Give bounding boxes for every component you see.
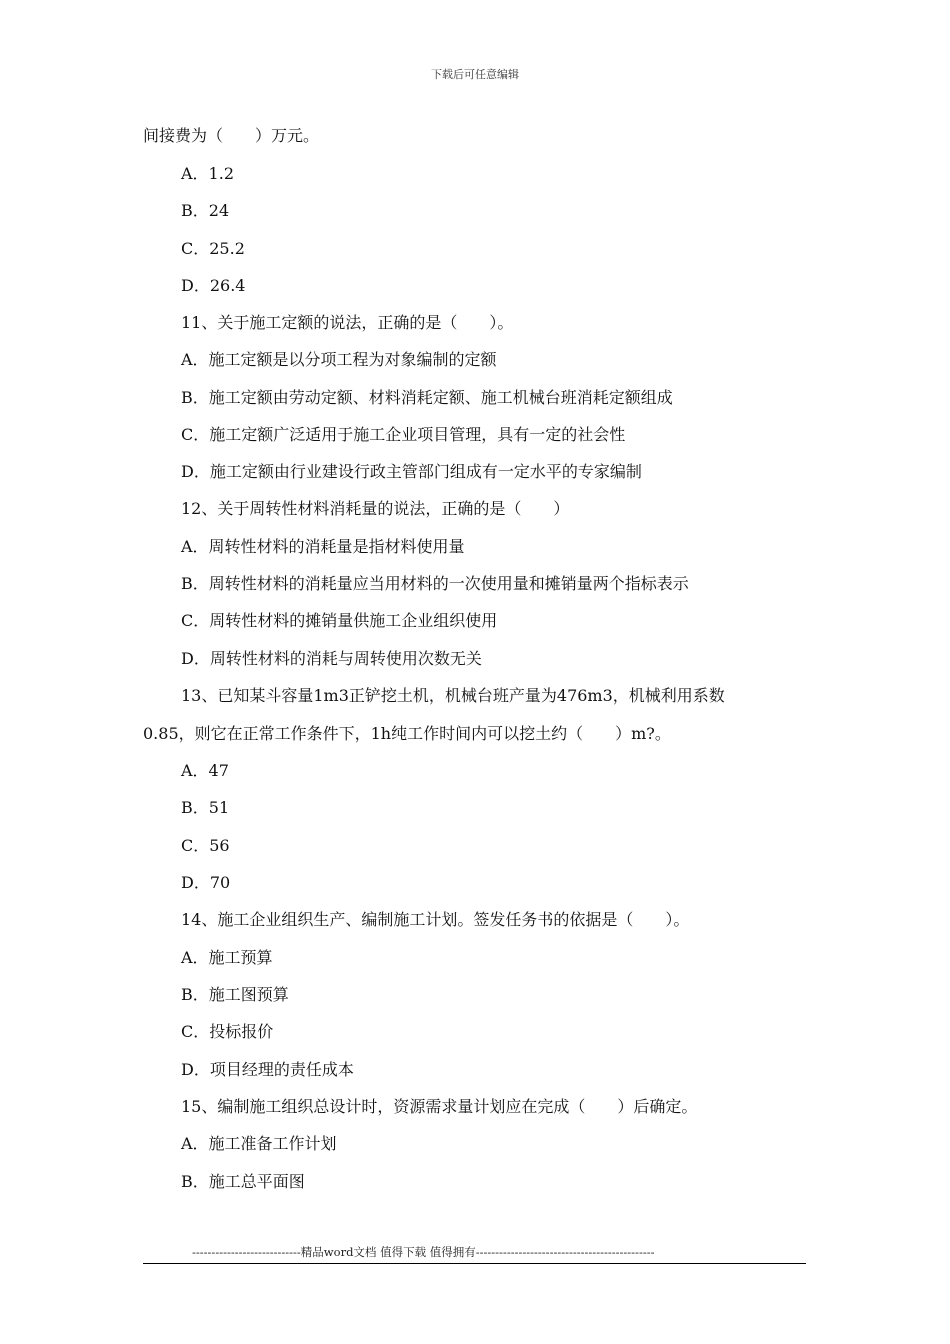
question-11: 11、关于施工定额的说法，正确的是（ ）。: [181, 313, 514, 332]
question-14: 14、施工企业组织生产、编制施工计划。签发任务书的依据是（ ）。: [181, 910, 690, 929]
option-c: C．施工定额广泛适用于施工企业项目管理，具有一定的社会性: [181, 425, 626, 444]
question-12: 12、关于周转性材料消耗量的说法，正确的是（ ）: [181, 499, 570, 518]
option-d: D．70: [181, 873, 231, 892]
option-b: B．周转性材料的消耗量应当用材料的一次使用量和摊销量两个指标表示: [181, 574, 689, 593]
option-a: A．周转性材料的消耗量是指材料使用量: [181, 537, 465, 556]
question-13-continued: 0.85，则它在正常工作条件下，1h纯工作时间内可以挖土约（ ）m?。: [143, 724, 671, 743]
page-header: 下载后可任意编辑: [431, 68, 519, 81]
option-b: B．施工定额由劳动定额、材料消耗定额、施工机械台班消耗定额组成: [181, 388, 673, 407]
option-d: D．项目经理的责任成本: [181, 1060, 354, 1079]
option-d: D．26.4: [181, 276, 246, 295]
option-d: D．周转性材料的消耗与周转使用次数无关: [181, 649, 482, 668]
option-d: D．施工定额由行业建设行政主管部门组成有一定水平的专家编制: [181, 462, 642, 481]
question-13: 13、已知某斗容量1m3正铲挖土机，机械台班产量为476m3，机械利用系数: [181, 686, 725, 705]
option-a: A．施工定额是以分项工程为对象编制的定额: [181, 350, 497, 369]
option-b: B．施工图预算: [181, 985, 289, 1004]
option-a: A．施工准备工作计划: [181, 1134, 337, 1153]
footer-rule: [143, 1263, 806, 1264]
option-c: C．周转性材料的摊销量供施工企业组织使用: [181, 611, 498, 630]
text-line: 间接费为（ ）万元。: [143, 126, 320, 145]
option-a: A．施工预算: [181, 948, 273, 967]
option-c: C．投标报价: [181, 1022, 274, 1041]
option-b: B．24: [181, 201, 230, 220]
question-15: 15、编制施工组织总设计时，资源需求量计划应在完成（ ）后确定。: [181, 1097, 698, 1116]
page-footer: ----------------------------精品word文档 值得下载 值得拥有----------------------------------------------: [192, 1245, 655, 1259]
option-a: A．1.2: [181, 164, 235, 183]
option-a: A．47: [181, 761, 229, 780]
option-c: C．56: [181, 836, 230, 855]
option-b: B．施工总平面图: [181, 1172, 305, 1191]
option-b: B．51: [181, 798, 230, 817]
option-c: C．25.2: [181, 239, 245, 258]
